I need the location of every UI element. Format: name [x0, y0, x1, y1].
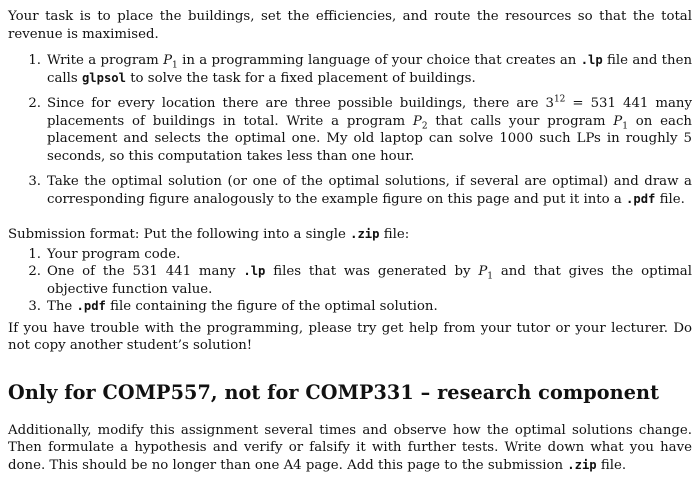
math-symbol: P	[163, 53, 173, 68]
superscript: 12	[553, 94, 566, 105]
intro-paragraph: Your task is to place the buildings, set the efficiencies, and route the resources so that the total revenue is maximised.	[8, 9, 692, 42]
text-run: Write a program	[47, 53, 164, 68]
submission-number: 2.	[28, 264, 41, 279]
text-run: in a programming language of your choice that creates an	[177, 53, 581, 68]
task-number: 2.	[28, 96, 41, 111]
code-text: .pdf	[76, 299, 106, 313]
subscript: 2	[421, 121, 428, 132]
task-item	[8, 95, 692, 165]
text-run: Since for every location there are three possible buildings, there are 3	[47, 96, 554, 111]
text-run: One of the 531 441 many	[47, 264, 244, 279]
text-run: files that was generated by	[265, 264, 479, 279]
text-run: The	[47, 299, 77, 314]
submission-item	[8, 298, 692, 316]
submission-text	[47, 246, 692, 264]
text-run: file and then calls	[47, 53, 693, 86]
task-list	[8, 52, 692, 208]
math-symbol: P	[478, 264, 488, 279]
task-number: 1.	[28, 53, 41, 68]
text-run: that calls your program	[427, 113, 614, 129]
math-symbol: P	[613, 113, 623, 129]
submission-list	[8, 246, 692, 316]
section-heading: Only for COMP557, not for COMP331 – research component	[8, 380, 660, 404]
text-run: Additionally, modify this assignment several times and observe how the optimal solutions change. Then formulate a hypothesis and verify or falsify it with further tests. Write down what you have done. This should be no longer than one A4 page. Add this page to the submission	[8, 422, 692, 473]
subscript: 1	[487, 271, 494, 282]
text-run: = 531 441 many placements of buildings in total. Write a program	[47, 96, 692, 129]
task-text	[47, 95, 692, 165]
submission-number: 1.	[28, 246, 41, 262]
task-text	[47, 52, 692, 87]
task-item	[8, 173, 692, 208]
submission-text	[47, 263, 692, 298]
submission-item	[8, 263, 692, 298]
text-run: file.	[655, 191, 685, 207]
task-item	[8, 52, 692, 87]
code-text: .lp	[243, 264, 266, 278]
submission-item	[8, 246, 692, 264]
text-run: and that gives the optimal objective function value.	[47, 264, 692, 297]
submission-heading	[8, 226, 692, 244]
code-text: glpsol	[81, 70, 126, 85]
text-run: file:	[379, 227, 410, 242]
text-run: to solve the task for a fixed placement of buildings.	[125, 70, 476, 86]
research-paragraph	[8, 422, 692, 475]
code-text: .lp	[580, 53, 603, 67]
assignment-page	[8, 8, 692, 474]
submission-text	[47, 298, 692, 316]
task-text	[47, 173, 692, 208]
task-number: 3.	[28, 174, 41, 189]
code-text: .zip	[567, 457, 597, 472]
text-run: file containing the figure of the optimal solution.	[105, 299, 438, 314]
code-text: .pdf	[626, 191, 656, 206]
subscript: 1	[622, 121, 628, 132]
subscript: 1	[172, 60, 178, 71]
math-symbol: P	[412, 113, 422, 129]
submission-number: 3.	[28, 299, 41, 314]
text-run: Take the optimal solution (or one of the optimal solutions, if several are optimal) and draw a corresponding figure analogously to the example figure on this page and put it into a	[47, 174, 692, 207]
code-text: .zip	[350, 227, 380, 241]
text-run: Submission format: Put the following into a single	[8, 227, 351, 242]
text-run: on each placement and selects the optimal one. My old laptop can solve 1000 such LPs in roughly 5 seconds, so this computation takes less than one hour.	[47, 113, 692, 164]
help-paragraph: If you have trouble with the programming, please try get help from your tutor or your lecturer. Do not copy another student’s solution!	[8, 320, 692, 353]
text-run: Your program code.	[47, 246, 181, 262]
text-run: file.	[596, 457, 627, 473]
